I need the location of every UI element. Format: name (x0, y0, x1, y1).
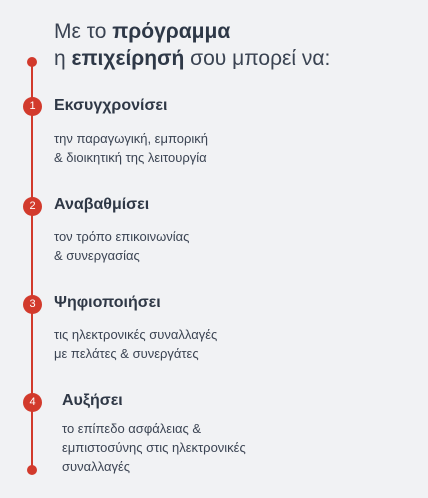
step-3-description (54, 325, 217, 363)
heading-line-2-prefix: η (54, 47, 72, 70)
heading-line-1-bold: πρόγραμμα (112, 20, 231, 43)
heading-line-1 (54, 18, 330, 45)
step-1-line-2: & διοικητική της λειτουργία (54, 150, 207, 165)
step-3-line-2: με πελάτες & συνεργάτες (54, 346, 199, 361)
step-4-title: Αυξήσει (62, 392, 123, 409)
step-3-title: Ψηφιοποιήσει (54, 294, 161, 311)
step-1-title: Εκσυγχρονίσει (54, 97, 168, 114)
step-1-line-1: την παραγωγική, εμπορική (54, 131, 208, 146)
step-4-number-badge: 4 (23, 393, 42, 412)
step-2-line-2: & συνεργασίας (54, 248, 140, 263)
step-3-number-badge: 3 (23, 295, 42, 314)
heading (54, 18, 330, 72)
timeline-start-dot (27, 57, 37, 67)
step-1-number-badge: 1 (23, 97, 42, 116)
step-2-number-badge: 2 (23, 197, 42, 216)
step-4-line-1: το επίπεδο ασφάλειας & (62, 421, 202, 436)
heading-line-2-suffix: σου μπορεί να: (184, 47, 331, 70)
step-2-title: Αναβαθμίσει (54, 196, 150, 213)
heading-line-1-prefix: Με το (54, 20, 113, 43)
step-4-line-3: συναλλαγές (62, 459, 131, 474)
step-1-description (54, 129, 208, 167)
step-3-line-1: τις ηλεκτρονικές συναλλαγές (54, 327, 218, 342)
step-4-description (62, 419, 246, 476)
step-4-line-2: εμπιστοσύνης στις ηλεκτρονικές (62, 440, 246, 455)
timeline-end-dot (27, 465, 37, 475)
step-2-line-1: τον τρόπο επικοινωνίας (54, 229, 190, 244)
step-2-description (54, 227, 189, 265)
heading-line-2 (54, 45, 330, 72)
heading-line-2-bold: επιχείρησή (71, 47, 185, 70)
